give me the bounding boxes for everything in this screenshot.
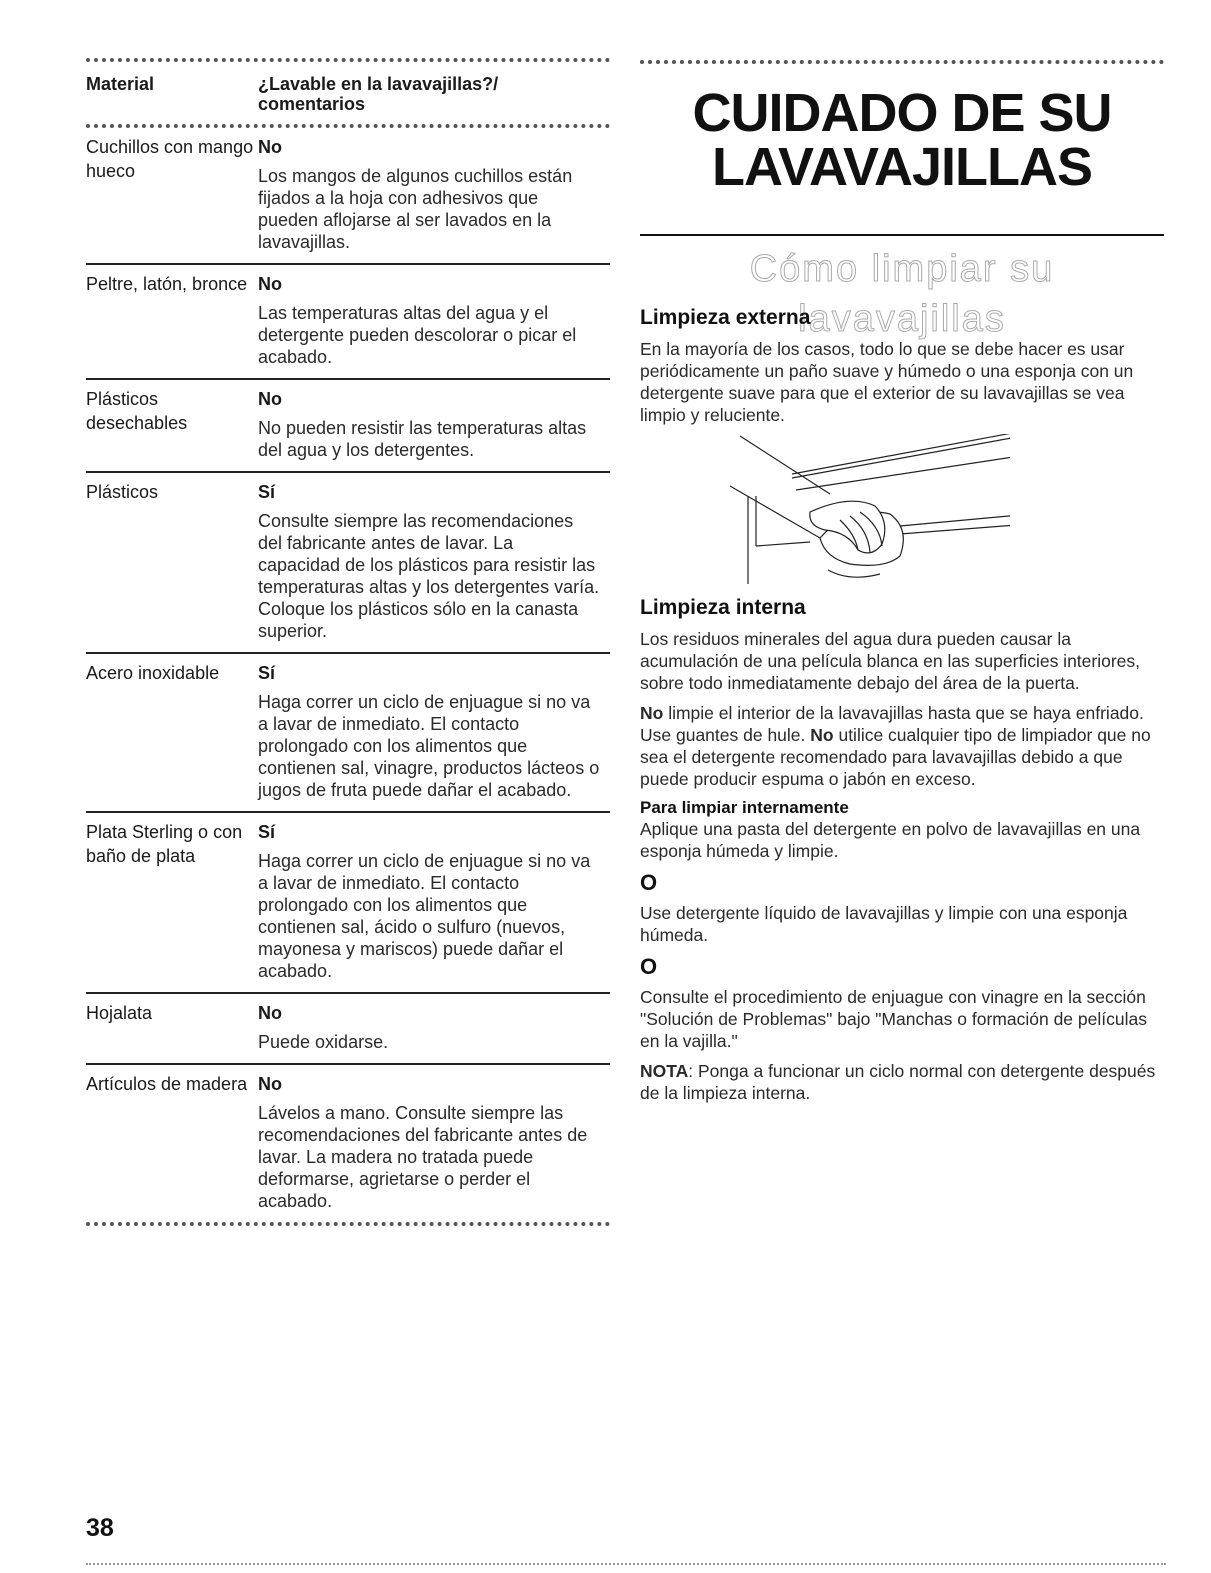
page-number: 38 [86, 1514, 114, 1542]
table-row [86, 813, 610, 992]
clean-inside-heading: Para limpiar internamente [640, 798, 849, 817]
row-material: Plásticos [86, 482, 159, 502]
table-row [86, 128, 610, 263]
row-comment: Puede oxidarse. [258, 1032, 389, 1052]
row-verdict: No [258, 1003, 282, 1023]
table-row [86, 265, 610, 378]
row-comment: No pueden resistir las temperaturas altas del agua y los detergentes. [258, 418, 587, 460]
row-material: Plata Sterling o con baño de plata [86, 822, 243, 866]
internal-heading: Limpieza interna [640, 596, 806, 619]
row-material: Plásticos desechables [86, 389, 188, 433]
table-body [86, 128, 610, 1226]
internal-text-4: Use detergente líquido de lavavajillas y limpie con una esponja húmeda. [640, 903, 1128, 945]
header-material: Material [86, 74, 155, 94]
internal-text-1: Los residuos minerales del agua dura pueden causar la acumulación de una película blanca en las superficies interiores, sobre todo inmediatamente debajo del área de la puerta. [640, 629, 1141, 693]
row-verdict: No [258, 274, 282, 294]
internal-text-3: Aplique una pasta del detergente en polvo de lavavajillas en una esponja húmeda y limpie. [640, 819, 1141, 861]
table-header [86, 62, 610, 124]
row-verdict: No [258, 137, 282, 157]
row-comment: Lávelos a mano. Consulte siempre las recomendaciones del fabricante antes de lavar. La madera no tratada puede deformarse, agrietarse o perder el acabado. [258, 1103, 588, 1211]
external-text: En la mayoría de los casos, todo lo que se debe hacer es usar periódicamente un paño suave y húmedo o una esponja con un detergente suave para que el exterior de su lavavajillas se vea limpio y reluciente. [640, 339, 1134, 425]
row-material: Peltre, latón, bronce [86, 274, 248, 294]
table-row [86, 380, 610, 471]
row-verdict: Sí [258, 822, 276, 842]
title-line-2: LAVAVAJILLAS [711, 137, 1092, 197]
title-top-rule [640, 60, 1164, 64]
table-row [86, 473, 610, 652]
internal-warning [640, 702, 1164, 790]
row-verdict: No [258, 389, 282, 409]
care-table [86, 58, 610, 1226]
internal-text-5: Consulte el procedimiento de enjuague con vinagre en la sección "Solución de Problemas" bajo "Manchas o formación de películas en la vajilla." [640, 987, 1147, 1051]
table-row [86, 654, 610, 811]
row-material: Acero inoxidable [86, 663, 220, 683]
or-separator-2: O [640, 954, 658, 979]
row-material: Cuchillos con mango hueco [86, 137, 254, 181]
bottom-rule [86, 1563, 1166, 1565]
row-verdict: Sí [258, 663, 276, 683]
external-heading: Limpieza externa [640, 306, 811, 329]
row-verdict: Sí [258, 482, 276, 502]
section-subtitle: Cómo limpiar su lavavajillas [749, 248, 1055, 340]
or-separator-1: O [640, 870, 658, 895]
warning-bold-1: No [640, 703, 664, 723]
row-material: Artículos de madera [86, 1074, 248, 1094]
wiping-hand-illustration [700, 434, 1010, 584]
row-comment: Las temperaturas altas del agua y el detergente pueden descolorar o picar el acabado. [258, 303, 577, 367]
title-line-1: CUIDADO DE SU [692, 83, 1112, 143]
warning-bold-2: No [810, 725, 834, 745]
row-comment: Haga correr un ciclo de enjuague si no va a lavar de inmediato. El contacto prolongado con los alimentos que contienen sal, ácido o sulfuro (nuevos, mayonesa y mariscos) puede dañar el acabado. [258, 851, 591, 981]
table-row [86, 994, 610, 1063]
row-comment: Haga correr un ciclo de enjuague si no va a lavar de inmediato. El contacto prolongado con los alimentos que contienen sal, vinagre, productos lácteos o jugos de fruta puede dañar el acabado. [258, 692, 600, 800]
table-row [86, 1065, 610, 1222]
title-bottom-rule [640, 234, 1164, 236]
header-comments: ¿Lavable en la lavavajillas?/ comentarios [258, 74, 499, 114]
row-comment: Consulte siempre las recomendaciones del fabricante antes de lavar. La capacidad de los plásticos para resistir las temperaturas altas y los detergentes varía. Coloque los plásticos sólo en la canasta superior. [258, 511, 600, 641]
note-text: : Ponga a funcionar un ciclo normal con detergente después de la limpieza interna. [640, 1061, 1156, 1103]
warning-text-2: utilice cualquier tipo de limpiador que no sea el detergente recomendado para lavavajillas debido a que puede producir espuma o jabón en exceso. [640, 725, 1151, 789]
note-label: NOTA [640, 1061, 689, 1081]
row-material: Hojalata [86, 1003, 153, 1023]
page-title [640, 83, 1164, 197]
note [640, 1060, 1164, 1104]
table-bottom-rule [86, 1222, 610, 1226]
row-comment: Los mangos de algunos cuchillos están fijados a la hoja con adhesivos que pueden aflojarse al ser lavados en la lavavajillas. [258, 166, 573, 252]
care-section [640, 60, 1164, 1112]
warning-text-1: limpie el interior de la lavavajillas hasta que se haya enfriado. Use guantes de hule. [640, 703, 1144, 745]
row-verdict: No [258, 1074, 282, 1094]
